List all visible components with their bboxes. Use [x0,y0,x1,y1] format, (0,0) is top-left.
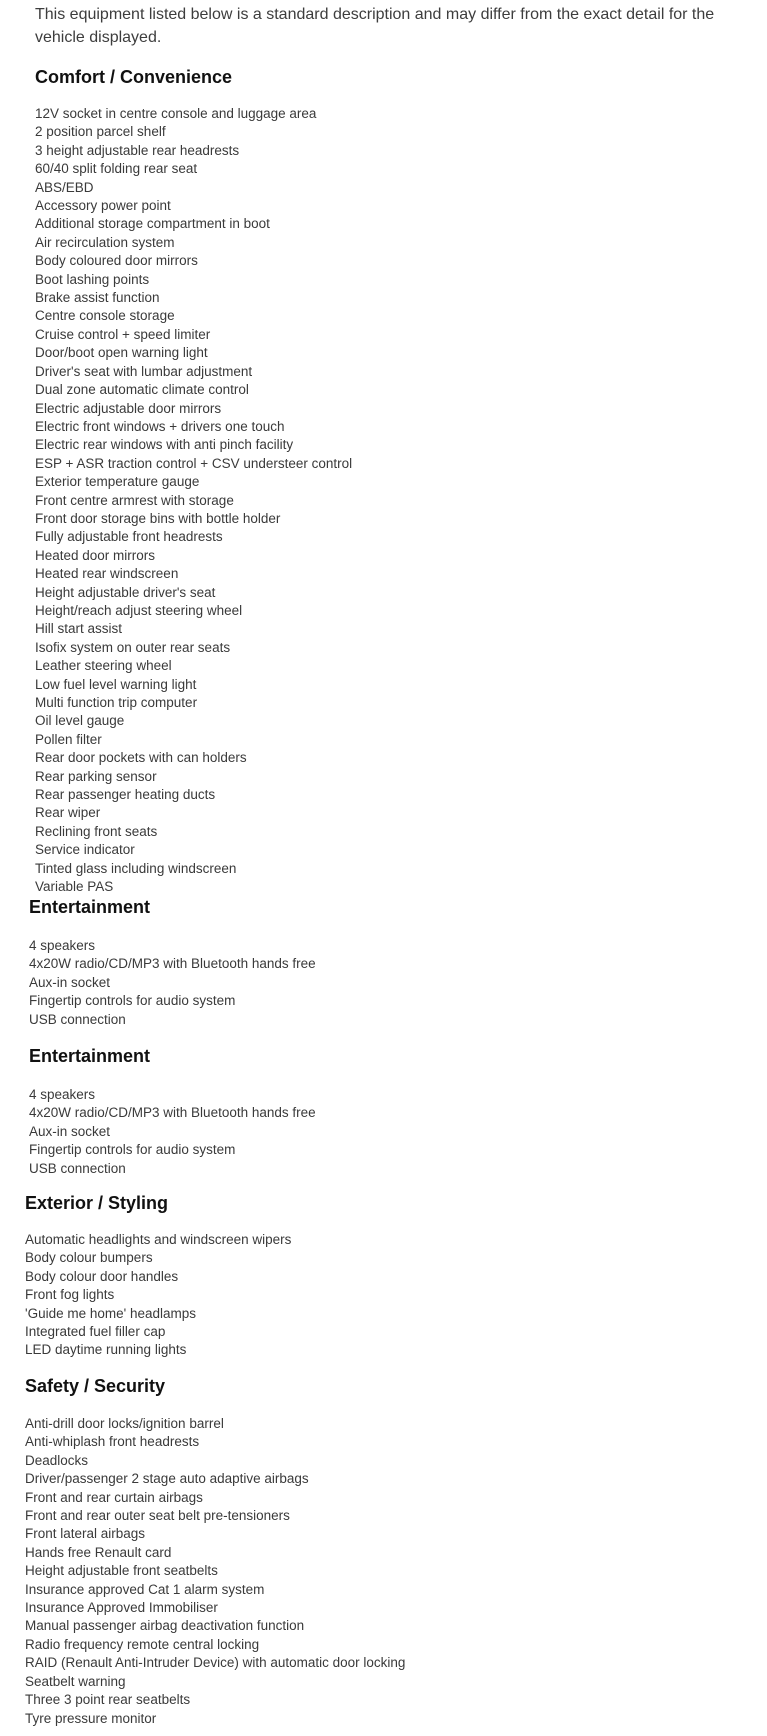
list-item: 4x20W radio/CD/MP3 with Bluetooth hands free [29,1105,316,1121]
list-item: Body colour bumpers [25,1250,153,1266]
list-item: Front and rear outer seat belt pre-tensioners [25,1508,290,1524]
list-item: Heated door mirrors [35,547,156,563]
list-item: Door/boot open warning light [35,345,208,361]
list-item: Brake assist function [35,290,160,306]
list-item: 4 speakers [29,938,96,953]
section-heading: Comfort / Convenience [35,67,233,87]
section-safety-security [25,1373,405,1728]
list-item: 60/40 split folding rear seat [35,161,198,177]
list-item: USB connection [29,1160,126,1176]
section-heading: Entertainment [29,1046,151,1066]
list-item: ESP + ASR traction control + CSV understeer control [35,455,353,471]
list-item: Pollen filter [35,731,102,747]
list-item: Anti-drill door locks/ignition barrel [25,1416,224,1431]
list-item: Centre console storage [35,308,175,324]
equipment-list [25,1231,291,1360]
list-item: Hill start assist [35,621,123,637]
section-comfort-convenience [35,64,352,896]
list-item: Fully adjustable front headrests [35,529,223,545]
list-item: USB connection [29,1011,126,1027]
list-item: 4x20W radio/CD/MP3 with Bluetooth hands free [29,956,316,972]
section-exterior-styling [25,1190,291,1360]
list-item: Boot lashing points [35,271,150,287]
intro-text: This equipment listed below is a standard description and may differ from the exact detail for the vehicle displayed. [35,6,715,46]
list-item: Oil level gauge [35,713,125,729]
list-item: Air recirculation system [35,234,175,250]
list-item: Front lateral airbags [25,1526,146,1542]
list-item: Deadlocks [25,1452,89,1468]
list-item: Dual zone automatic climate control [35,382,249,398]
list-item: Aux-in socket [29,974,111,990]
list-item: Heated rear windscreen [35,566,179,582]
list-item: 12V socket in centre console and luggage area [35,106,317,121]
list-item: Insurance Approved Immobiliser [25,1600,218,1616]
list-item: Fingertip controls for audio system [29,1142,236,1158]
list-item: Body coloured door mirrors [35,253,198,269]
section-entertainment [29,894,316,1029]
list-item: Insurance approved Cat 1 alarm system [25,1581,265,1597]
list-item: Isofix system on outer rear seats [35,639,231,655]
section-entertainment-duplicate [29,1043,316,1178]
list-item: Electric adjustable door mirrors [35,400,222,416]
list-item: Front door storage bins with bottle holder [35,510,281,526]
list-item: Tinted glass including windscreen [35,860,237,876]
list-item: Front and rear curtain airbags [25,1489,203,1505]
list-item: Manual passenger airbag deactivation function [25,1618,305,1634]
list-item: Accessory power point [35,198,171,214]
list-item: Multi function trip computer [35,695,198,710]
list-item: Front centre armrest with storage [35,492,234,508]
list-item: Driver's seat with lumbar adjustment [35,363,253,379]
list-item: Cruise control + speed limiter [35,326,211,342]
list-item: Three 3 point rear seatbelts [25,1692,191,1708]
list-item: Body colour door handles [25,1268,179,1284]
equipment-list [29,1086,316,1178]
list-item: Exterior temperature gauge [35,474,200,490]
list-item: 3 height adjustable rear headrests [35,142,240,158]
equipment-list [25,1415,405,1728]
list-item: LED daytime running lights [25,1342,187,1358]
list-item: Fingertip controls for audio system [29,993,236,1009]
list-item: Rear door pockets with can holders [35,750,247,766]
list-item: Driver/passenger 2 stage auto adaptive airbags [25,1471,309,1487]
section-heading: Entertainment [29,897,151,917]
list-item: Height/reach adjust steering wheel [35,602,243,618]
list-item: Rear wiper [35,805,101,821]
list-item: Integrated fuel filler cap [25,1324,166,1340]
section-heading: Safety / Security [25,1376,166,1396]
equipment-list [29,937,316,1029]
list-item: Hands free Renault card [25,1544,172,1560]
list-item: 2 position parcel shelf [35,124,166,140]
list-item: Aux-in socket [29,1123,111,1139]
list-item: Radio frequency remote central locking [25,1636,260,1652]
list-item: Tyre pressure monitor [25,1710,157,1726]
list-item: Additional storage compartment in boot [35,216,270,232]
list-item: Seatbelt warning [25,1673,126,1689]
list-item: Anti-whiplash front headrests [25,1434,200,1450]
list-item: Variable PAS [35,879,114,895]
list-item: Automatic headlights and windscreen wipers [25,1232,292,1247]
list-item: Rear parking sensor [35,768,157,784]
list-item: 4 speakers [29,1087,96,1102]
list-item: Leather steering wheel [35,658,172,674]
list-item: RAID (Renault Anti-Intruder Device) with automatic door locking [25,1655,406,1671]
list-item: Electric rear windows with anti pinch facility [35,437,294,453]
list-item: Electric front windows + drivers one touch [35,418,285,434]
list-item: Height adjustable driver's seat [35,584,216,600]
list-item: Reclining front seats [35,823,158,839]
equipment-list [35,105,352,896]
list-item: Front fog lights [25,1287,115,1303]
list-item: Low fuel level warning light [35,676,197,692]
list-item: Rear passenger heating ducts [35,787,216,803]
section-heading: Exterior / Styling [25,1193,169,1213]
list-item: Height adjustable front seatbelts [25,1563,218,1579]
list-item: Service indicator [35,842,135,858]
list-item: 'Guide me home' headlamps [25,1305,196,1321]
list-item: ABS/EBD [35,179,94,195]
